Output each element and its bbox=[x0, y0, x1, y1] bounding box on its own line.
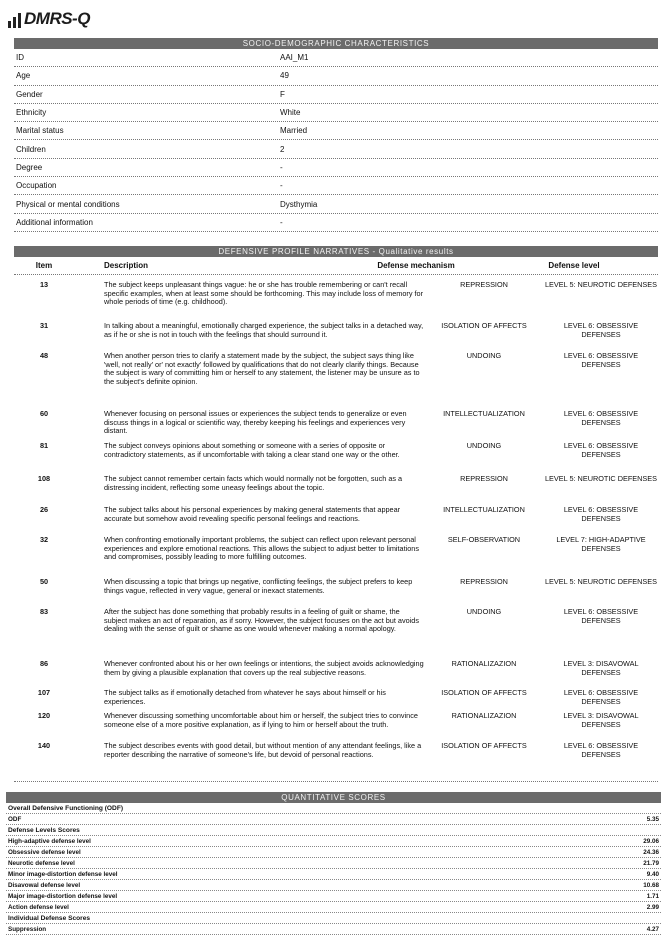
row-mechanism: RATIONALIZAZION bbox=[451, 711, 517, 720]
quant-subheading bbox=[6, 825, 661, 836]
quant-row bbox=[6, 814, 661, 825]
quant-row bbox=[6, 836, 661, 847]
quant-row bbox=[6, 891, 661, 902]
socio-value: 2 bbox=[280, 144, 285, 154]
table-row bbox=[14, 442, 658, 459]
quant-value: 24.36 bbox=[643, 848, 659, 856]
row-mechanism: INTELLECTUALIZATION bbox=[443, 409, 525, 418]
quant-row bbox=[6, 902, 661, 913]
row-level: LEVEL 3: DISAVOWAL DEFENSES bbox=[563, 711, 639, 729]
row-description: In talking about a meaningful, emotionally charged experience, the subject talks in a detached way, as if he or she is not in touch with the feelings that should surround it. bbox=[104, 321, 424, 339]
row-description: The subject cannot remember certain facts which would normally not be forgotten, such as a distressing incident, reflecting some uneasy feelings about the topic. bbox=[104, 474, 403, 492]
table-row bbox=[14, 578, 658, 595]
table-row bbox=[14, 742, 658, 759]
row-mechanism: UNDOING bbox=[466, 607, 502, 616]
row-mechanism: INTELLECTUALIZATION bbox=[443, 505, 525, 514]
row-level: LEVEL 5: NEUROTIC DEFENSES bbox=[544, 280, 658, 289]
quant-value: 2.99 bbox=[646, 903, 659, 911]
row-item: 108 bbox=[37, 474, 51, 483]
table-row bbox=[14, 608, 658, 634]
socio-value: 49 bbox=[280, 71, 289, 81]
row-level: LEVEL 6: OBSESSIVE DEFENSES bbox=[563, 741, 639, 759]
socio-rows bbox=[14, 49, 658, 232]
row-description: The subject talks as if emotionally detached from whatever he says about himself or his experiences. bbox=[104, 688, 386, 706]
header-item: Item bbox=[35, 261, 53, 270]
table-row bbox=[14, 712, 658, 729]
quant-key: Overall Defensive Functioning (ODF) bbox=[8, 804, 124, 812]
socio-row bbox=[14, 214, 658, 232]
socio-row bbox=[14, 195, 658, 213]
narratives-header bbox=[14, 257, 658, 275]
quant-key: Major image-distortion defense level bbox=[8, 892, 118, 900]
socio-key: Occupation bbox=[16, 181, 57, 191]
row-mechanism: RATIONALIZAZION bbox=[451, 659, 517, 668]
logo-text: DMRS-Q bbox=[24, 9, 90, 28]
header-description: Description bbox=[104, 261, 149, 270]
row-mechanism: ISOLATION OF AFFECTS bbox=[441, 688, 527, 697]
row-item: 81 bbox=[39, 441, 49, 450]
row-level: LEVEL 6: OBSESSIVE DEFENSES bbox=[563, 351, 639, 369]
quant-key: Obsessive defense level bbox=[8, 848, 81, 856]
quant-row bbox=[6, 924, 661, 935]
chart-bars-icon bbox=[8, 12, 21, 28]
row-description: After the subject has done something that probably results in a feeling of guilt or shame, the subject makes an act of reparation, as if sorry. However, the subject focuses on the act but avoids dealing with the sense of guilt or shame as one would whenever making a normal apology. bbox=[104, 607, 420, 634]
row-mechanism: SELF-OBSERVATION bbox=[447, 535, 521, 544]
quant-key: Disavowal defense level bbox=[8, 881, 81, 889]
row-level: LEVEL 5: NEUROTIC DEFENSES bbox=[544, 474, 658, 483]
row-mechanism: REPRESSION bbox=[460, 577, 508, 586]
row-mechanism: REPRESSION bbox=[460, 280, 508, 289]
socio-key: Physical or mental conditions bbox=[16, 199, 120, 209]
row-level: LEVEL 6: OBSESSIVE DEFENSES bbox=[563, 607, 639, 625]
table-row bbox=[14, 410, 658, 436]
socio-title: SOCIO-DEMOGRAPHIC CHARACTERISTICS bbox=[14, 38, 658, 49]
table-row bbox=[14, 536, 658, 562]
row-item: 83 bbox=[39, 607, 49, 616]
socio-value: Dysthymia bbox=[280, 199, 318, 209]
quant-row bbox=[6, 847, 661, 858]
quant-key: Individual Defense Scores bbox=[8, 914, 91, 922]
table-row bbox=[14, 506, 658, 523]
quant-key: Action defense level bbox=[8, 903, 69, 911]
socio-value: Married bbox=[280, 126, 308, 136]
quant-value: 10.68 bbox=[643, 881, 659, 889]
socio-row bbox=[14, 140, 658, 158]
quant-key: Neurotic defense level bbox=[8, 859, 75, 867]
row-description: When confronting emotionally important problems, the subject can reflect upon relevant personal experiences and explore emotional reactions. This allows the subject to adjust better to limitations and compromises, possibly leading to more fulfilling outcomes. bbox=[104, 535, 420, 562]
row-item: 86 bbox=[39, 659, 49, 668]
row-item: 31 bbox=[39, 321, 49, 330]
table-row bbox=[14, 322, 658, 339]
row-mechanism: ISOLATION OF AFFECTS bbox=[441, 741, 527, 750]
socio-row bbox=[14, 49, 658, 67]
quant-row bbox=[6, 869, 661, 880]
narratives-section bbox=[14, 246, 658, 759]
socio-row bbox=[14, 177, 658, 195]
quant-title: QUANTITATIVE SCORES bbox=[6, 792, 661, 803]
row-mechanism: UNDOING bbox=[466, 351, 502, 360]
quant-value: 29.06 bbox=[643, 837, 659, 845]
socio-key: Children bbox=[16, 144, 46, 154]
row-description: The subject talks about his personal experiences by making general statements that appear accurate but somehow avoid revealing specific personal feelings and reactions. bbox=[104, 505, 401, 523]
quant-value: 4.27 bbox=[646, 925, 659, 933]
row-item: 50 bbox=[39, 577, 49, 586]
quant-key: Minor image-distortion defense level bbox=[8, 870, 118, 878]
row-level: LEVEL 3: DISAVOWAL DEFENSES bbox=[563, 659, 639, 677]
row-description: When discussing a topic that brings up negative, conflicting feelings, the subject prefers to keep things vague, reflected in very vague, general or inexact statements. bbox=[104, 577, 413, 595]
quant-rows bbox=[6, 803, 661, 935]
row-description: Whenever focusing on personal issues or experiences the subject tends to generalize or even discuss things in a logical or scientific way, thereby keeping his feelings and experiences very distant. bbox=[104, 409, 407, 436]
header-level: Defense level bbox=[548, 261, 600, 270]
row-item: 140 bbox=[37, 741, 51, 750]
row-item: 120 bbox=[37, 711, 51, 720]
quant-row bbox=[6, 858, 661, 869]
socio-key: Age bbox=[16, 71, 31, 81]
quant-key: Defense Levels Scores bbox=[8, 826, 80, 834]
narratives-divider bbox=[14, 781, 658, 782]
narratives-title: DEFENSIVE PROFILE NARRATIVES - Qualitative results bbox=[14, 246, 658, 257]
socio-key: Additional information bbox=[16, 217, 93, 227]
row-item: 60 bbox=[39, 409, 49, 418]
quant-subheading bbox=[6, 913, 661, 924]
socio-key: Marital status bbox=[16, 126, 64, 136]
row-item: 32 bbox=[39, 535, 49, 544]
row-description: The subject keeps unpleasant things vague: he or she has trouble remembering or can't recall specific examples, when at least some should be forthcoming. This may include loss of memory for whole periods of time (e.g. childhood). bbox=[104, 280, 424, 307]
quant-key: ODF bbox=[8, 815, 22, 823]
socio-value: - bbox=[280, 162, 283, 172]
row-description: The subject describes events with good detail, but without mention of any attendant feelings, like a reporter describing the narrative of someone's life, but devoid of personal reactions. bbox=[104, 741, 422, 759]
socio-row bbox=[14, 122, 658, 140]
row-description: Whenever discussing something uncomfortable about him or herself, the subject tries to convince someone else of a more positive explanation, as if lying to him or herself about the truth. bbox=[104, 711, 418, 729]
table-row bbox=[14, 352, 658, 386]
row-mechanism: REPRESSION bbox=[460, 474, 508, 483]
quant-value: 9.40 bbox=[646, 870, 659, 878]
table-row bbox=[14, 475, 658, 492]
socio-key: Gender bbox=[16, 89, 43, 99]
socio-row bbox=[14, 104, 658, 122]
quantitative-section bbox=[6, 792, 661, 935]
row-level: LEVEL 6: OBSESSIVE DEFENSES bbox=[563, 441, 639, 459]
quant-value: 1.71 bbox=[646, 892, 659, 900]
socio-row bbox=[14, 67, 658, 85]
quant-key: High-adaptive defense level bbox=[8, 837, 91, 845]
row-item: 26 bbox=[39, 505, 49, 514]
quant-row bbox=[6, 880, 661, 891]
row-description: Whenever confronted about his or her own feelings or intentions, the subject avoids acknowledging them by giving a plausible explanation that covers up the real subjective reasons. bbox=[104, 659, 424, 677]
socio-key: ID bbox=[16, 53, 24, 63]
socio-value: - bbox=[280, 217, 283, 227]
socio-key: Degree bbox=[16, 162, 43, 172]
row-item: 107 bbox=[37, 688, 51, 697]
row-item: 13 bbox=[39, 280, 49, 289]
socio-value: - bbox=[280, 181, 283, 191]
row-level: LEVEL 6: OBSESSIVE DEFENSES bbox=[563, 505, 639, 523]
quant-subheading bbox=[6, 803, 661, 814]
socio-key: Ethnicity bbox=[16, 108, 47, 118]
quant-key: Suppression bbox=[8, 925, 47, 933]
row-item: 48 bbox=[39, 351, 49, 360]
table-row bbox=[14, 689, 658, 706]
quant-value: 21.79 bbox=[643, 859, 659, 867]
row-mechanism: ISOLATION OF AFFECTS bbox=[441, 321, 527, 330]
logo bbox=[8, 6, 90, 28]
socio-row bbox=[14, 159, 658, 177]
quant-value: 5.35 bbox=[646, 815, 659, 823]
row-level: LEVEL 6: OBSESSIVE DEFENSES bbox=[563, 688, 639, 706]
socio-value: AAI_M1 bbox=[280, 53, 309, 63]
row-level: LEVEL 7: HIGH-ADAPTIVE DEFENSES bbox=[556, 535, 646, 553]
table-row bbox=[14, 281, 658, 307]
socio-value: White bbox=[280, 108, 301, 118]
socio-value: F bbox=[280, 89, 285, 99]
row-description: The subject conveys opinions about something or someone with a series of opposite or contradictory statements, as if uncomfortable with taking a clear stand one way or the other. bbox=[104, 441, 400, 459]
socio-demographic-section bbox=[14, 38, 658, 232]
row-description: When another person tries to clarify a statement made by the subject, the subject says thing like 'well, not really' or' not exactly' followed by qualifications that do not clearly clarify things. Because the subject is wary of committing him or herself to any statement, the listener may be unsure as to the subject's definite opinion. bbox=[104, 351, 420, 386]
row-level: LEVEL 5: NEUROTIC DEFENSES bbox=[544, 577, 658, 586]
table-row bbox=[14, 660, 658, 677]
row-level: LEVEL 6: OBSESSIVE DEFENSES bbox=[563, 409, 639, 427]
row-mechanism: UNDOING bbox=[466, 441, 502, 450]
header-mechanism: Defense mechanism bbox=[377, 261, 455, 270]
row-level: LEVEL 6: OBSESSIVE DEFENSES bbox=[563, 321, 639, 339]
socio-row bbox=[14, 86, 658, 104]
